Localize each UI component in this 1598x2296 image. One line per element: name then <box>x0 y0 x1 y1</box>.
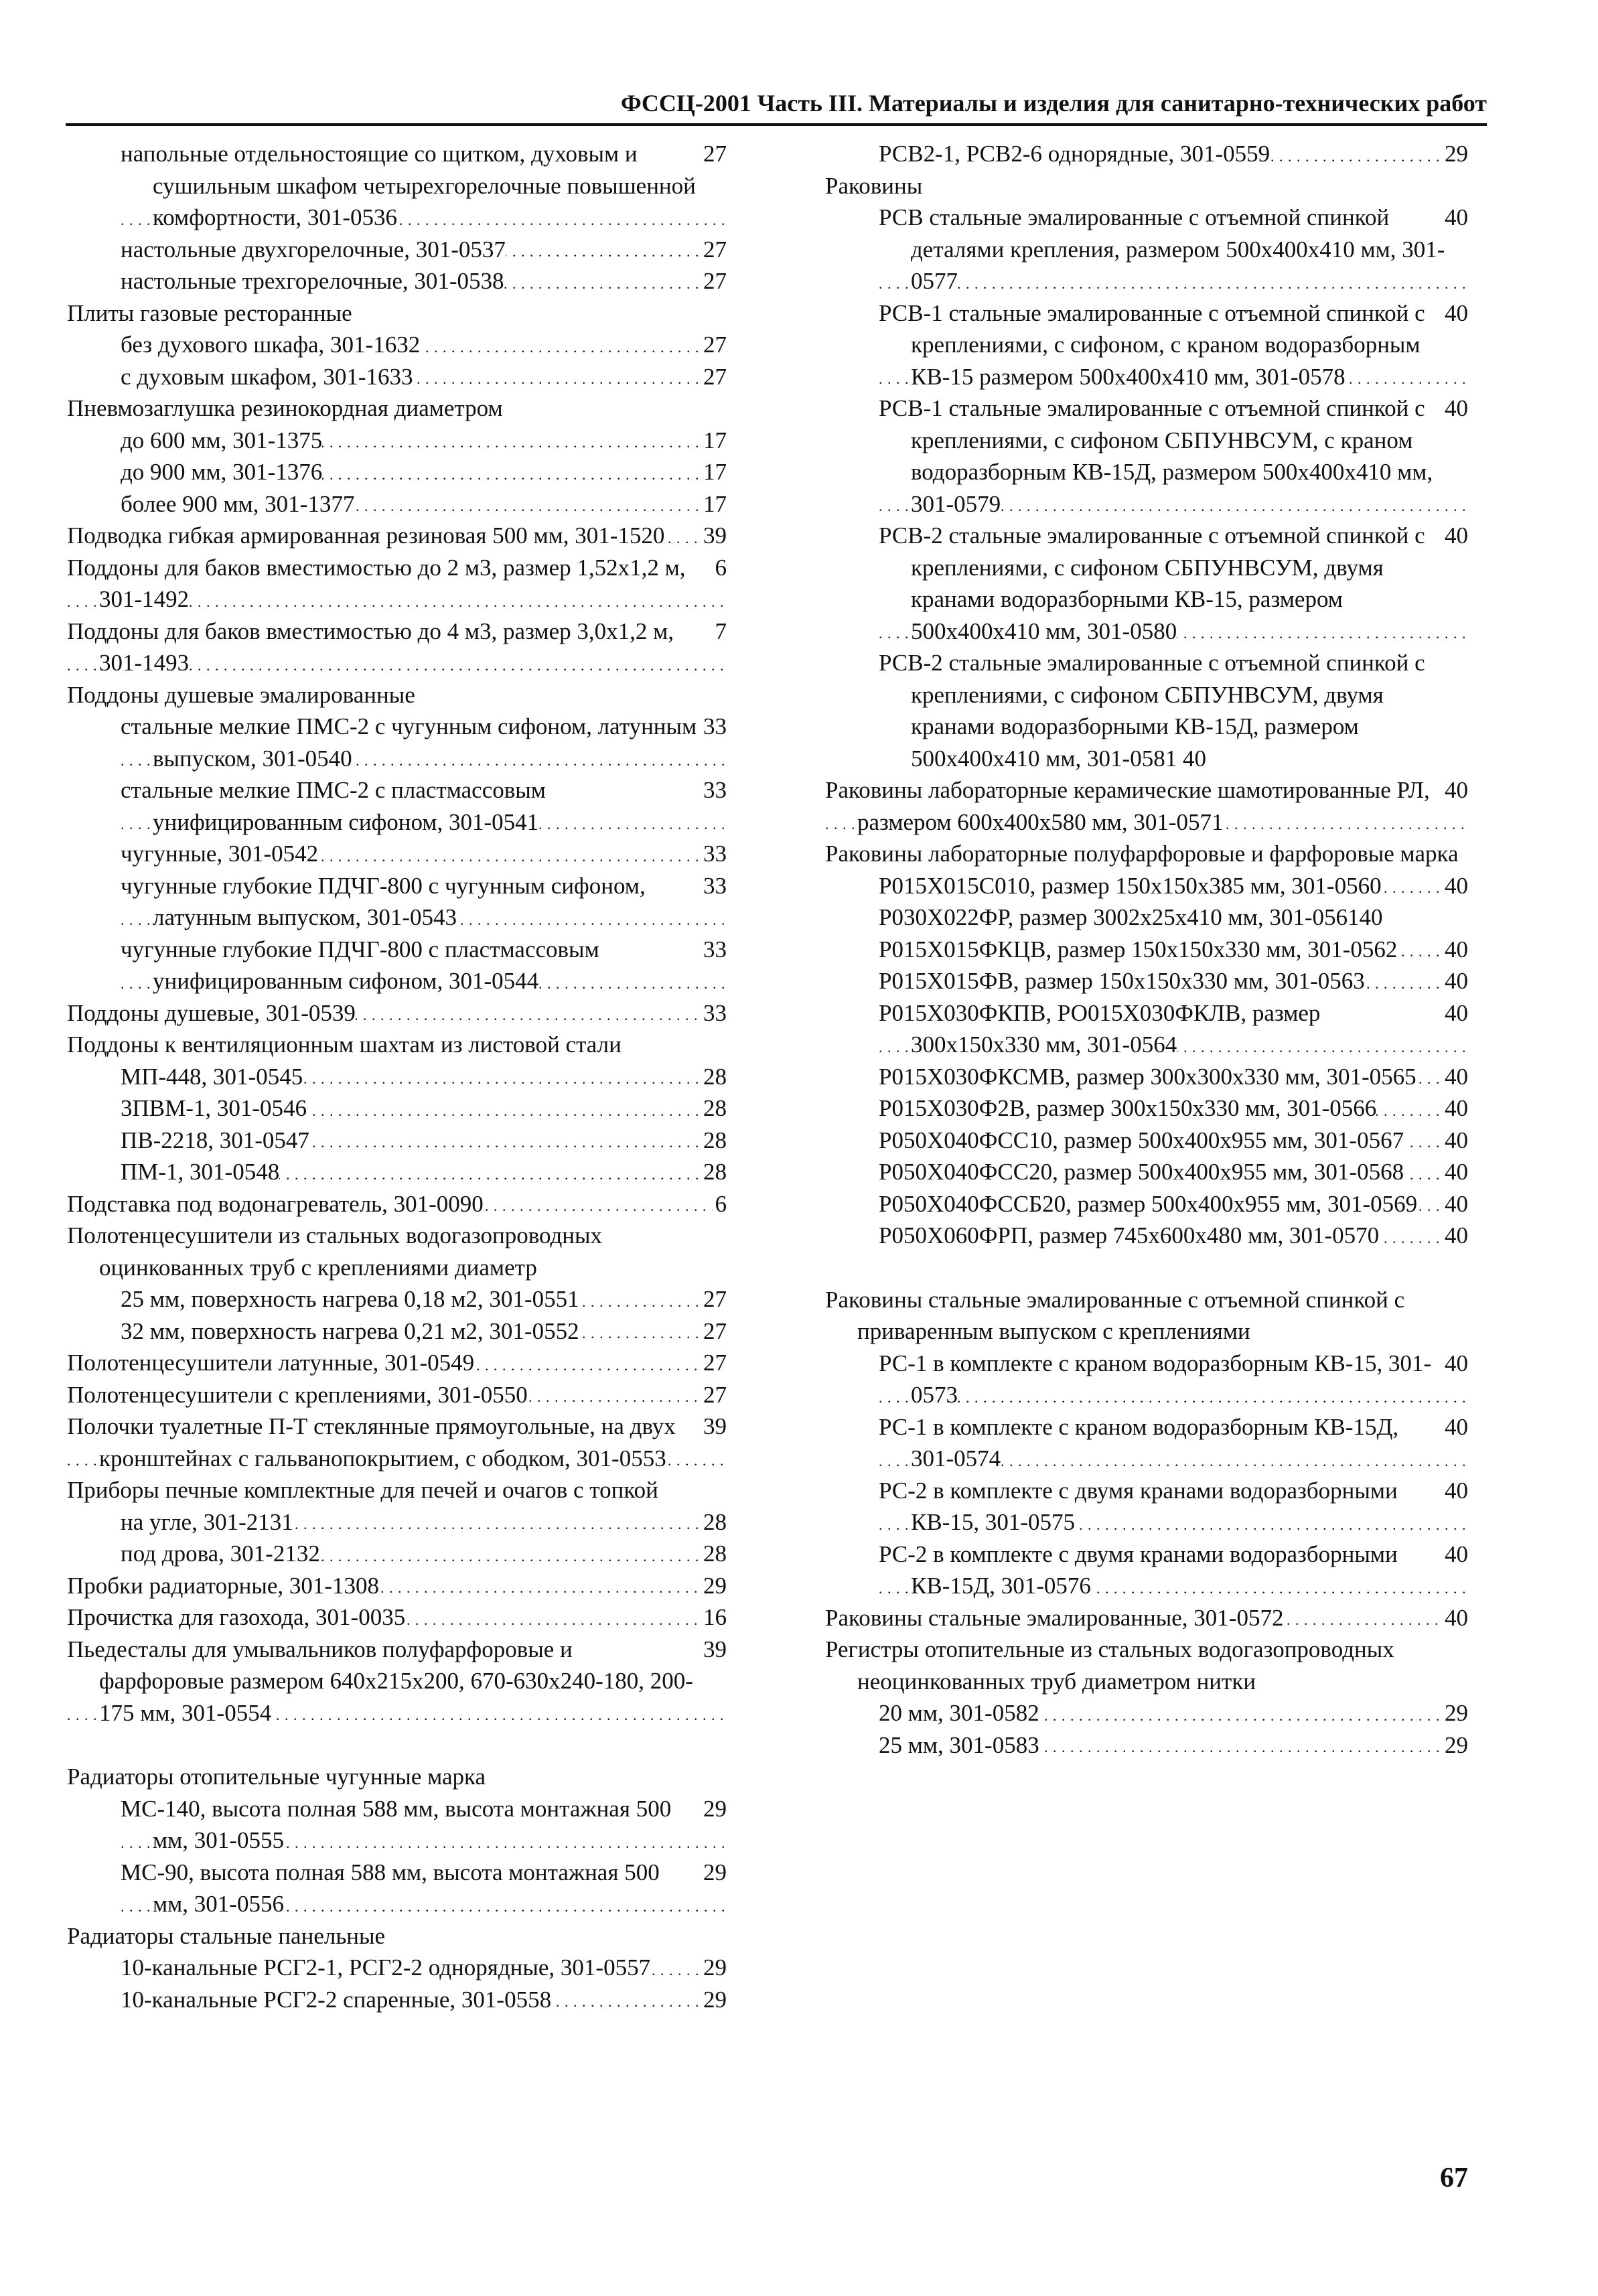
index-entry-page: 40 <box>1442 965 1468 997</box>
index-entry-page: 28 <box>701 1538 727 1570</box>
index-entry-text: Поддоны к вентиляционным шахтам из листовой стали <box>67 1031 622 1058</box>
index-entry-text: ПМ-1, 301-0548 <box>121 1159 280 1185</box>
index-entry-page: 17 <box>701 488 727 520</box>
index-entry-page: 7 <box>713 616 727 648</box>
index-entry <box>67 1761 727 1793</box>
index-entry <box>121 711 727 774</box>
index-entry <box>67 1474 727 1506</box>
index-entry-text: Р050Х040ФССБ20, размер 500х400х955 мм, 301-0569 <box>879 1190 1418 1217</box>
index-entry-page: 40 <box>1442 1156 1468 1188</box>
index-entry-text: 25 мм, поверхность нагрева 0,18 м2, 301-0551 <box>121 1286 579 1312</box>
index-entry-text: Р050Х040ФСС10, размер 500х400х955 мм, 301-0567 <box>879 1127 1404 1153</box>
index-entry <box>67 1411 727 1474</box>
index-entry-page: 40 <box>1442 1602 1468 1634</box>
index-entry <box>67 679 727 711</box>
index-entry <box>879 902 1468 934</box>
index-entry <box>121 1315 727 1348</box>
index-entry-page: 40 <box>1442 1411 1468 1443</box>
index-entry-page: 40 <box>1442 997 1468 1029</box>
index-entry-page: 27 <box>701 138 727 170</box>
index-entry-text: настольные трехгорелочные, 301-0538 <box>121 268 504 294</box>
index-entry <box>879 1411 1468 1475</box>
index-entry-text: ПВ-2218, 301-0547 <box>121 1127 309 1153</box>
index-entry <box>879 1697 1468 1729</box>
index-entry <box>879 1220 1468 1252</box>
index-entry-page: 40 <box>1442 870 1468 902</box>
index-entry-text: чугунные, 301-0542 <box>121 841 319 867</box>
index-entry <box>121 1984 727 2016</box>
index-entry <box>121 1061 727 1093</box>
index-entry-page: 29 <box>1442 1729 1468 1762</box>
index-entry-page: 40 <box>1442 1475 1468 1507</box>
index-entry-text: Поддоны для баков вместимостью до 4 м3, размер 3,0х1,2 м, 301-1493 <box>67 618 674 676</box>
index-entry-text: Прочистка для газохода, 301-0035 <box>67 1604 406 1630</box>
index-entry-page: 39 <box>701 520 727 552</box>
index-entry <box>67 616 727 679</box>
index-entry-text: Р030Х022ФР, размер 3002х25х410 мм, 301-056140 <box>879 904 1383 930</box>
index-entry-page: 27 <box>701 265 727 297</box>
index-entry <box>121 456 727 488</box>
index-entry-text: Раковины лабораторные керамические шамотированные РЛ, размером 600х400х580 мм, 301-0571 <box>825 777 1430 835</box>
index-entry <box>825 170 1468 202</box>
index-entry-text: Р015Х015ФВ, размер 150х150х330 мм, 301-0563 <box>879 968 1365 994</box>
index-entry-text: Регистры отопительные из стальных водогазопроводных неоцинкованных труб диаметром нитки <box>825 1636 1394 1695</box>
index-entry-page: 27 <box>701 1315 727 1348</box>
index-entry-page: 27 <box>701 1379 727 1411</box>
index-entry <box>121 361 727 393</box>
index-entry <box>879 1061 1468 1093</box>
index-entry <box>67 297 727 330</box>
index-entry-page: 27 <box>701 361 727 393</box>
index-entry-text: РС-1 в комплекте с краном водоразборным КВ-15Д, 301-0574 <box>879 1413 1399 1472</box>
index-entry <box>121 1506 727 1538</box>
index-entry <box>825 838 1468 870</box>
index-entry <box>825 1284 1468 1348</box>
index-entry-page: 33 <box>701 774 727 806</box>
index-column-left <box>67 138 727 2015</box>
index-entry-page: 27 <box>701 234 727 266</box>
index-entry-text: Раковины стальные эмалированные, 301-0572 <box>825 1604 1284 1631</box>
index-entry-text: Пьедесталы для умывальников полуфарфоровые и фарфоровые размером 640х215х200, 670-630х240-180, 200-175 мм, 301-0554 <box>67 1636 693 1726</box>
index-entry-text: Поддоны душевые эмалированные <box>67 681 415 708</box>
index-entry-page: 29 <box>1442 138 1468 170</box>
index-entry <box>879 1475 1468 1538</box>
index-entry-text: Р050Х060ФРП, размер 745х600х480 мм, 301-0570 <box>879 1222 1380 1248</box>
index-entry <box>121 1092 727 1125</box>
index-entry-text: РС-2 в комплекте с двумя кранами водоразборными КВ-15Д, 301-0576 <box>879 1540 1398 1599</box>
index-entry-page: 28 <box>701 1506 727 1538</box>
index-entry-page: 29 <box>1442 1697 1468 1729</box>
index-entry <box>67 392 727 425</box>
index-entry <box>67 1920 727 1952</box>
index-entry-page: 27 <box>701 329 727 361</box>
index-entry <box>67 520 727 552</box>
index-entry-text: без духового шкафа, 301-1632 <box>121 332 421 358</box>
index-entry-text: РСВ-1 стальные эмалированные с отъемной спинкой с креплениями, с сифоном СБПУНВСУМ, с краном водоразборным КВ-15Д, размером 500х400х410 мм, 301-0579 <box>879 395 1433 517</box>
index-entry <box>121 1538 727 1570</box>
index-entry <box>67 1347 727 1379</box>
index-entry <box>67 1634 727 1729</box>
index-entry-text: РСВ-2 стальные эмалированные с отъемной спинкой с креплениями, с сифоном СБПУНВСУМ, двумя кранами водоразборными КВ-15Д, размером 500х400х410 мм, 301-0581 40 <box>879 650 1425 772</box>
index-entry-text: стальные мелкие ПМС-2 с чугунным сифоном, латунным выпуском, 301-0540 <box>121 713 697 772</box>
index-entry <box>67 997 727 1029</box>
index-entry <box>879 202 1468 297</box>
index-entry-text: РС-2 в комплекте с двумя кранами водоразборными КВ-15, 301-0575 <box>879 1477 1398 1535</box>
index-entry <box>121 838 727 870</box>
index-entry-page: 33 <box>701 870 727 902</box>
index-entry-text: чугунные глубокие ПДЧГ-800 с пластмассовым унифицированным сифоном, 301-0544 <box>121 936 599 994</box>
index-entry-page: 29 <box>701 1857 727 1889</box>
index-entry-text: 3ПВМ-1, 301-0546 <box>121 1095 307 1121</box>
index-entry-page: 29 <box>701 1984 727 2016</box>
index-entry <box>121 1952 727 1984</box>
index-entry-text: РСВ стальные эмалированные с отъемной спинкой деталями крепления, размером 500х400х410 мм, 301-0577 <box>879 204 1445 294</box>
index-entry-page: 33 <box>701 934 727 966</box>
index-entry <box>121 870 727 934</box>
index-entry-text: до 600 мм, 301-1375 <box>121 427 323 453</box>
index-entry-page: 40 <box>1442 1061 1468 1093</box>
index-entry <box>879 997 1468 1061</box>
index-entry <box>825 1634 1468 1697</box>
index-entry-page: 40 <box>1442 1348 1468 1380</box>
index-entry <box>879 1188 1468 1220</box>
index-entry-text: Раковины <box>825 172 923 199</box>
index-entry-text: Р015Х030ФКСМВ, размер 300х300х330 мм, 301-0565 <box>879 1063 1417 1090</box>
index-column-right <box>825 138 1468 1761</box>
index-entry-text: на угле, 301-2131 <box>121 1508 293 1535</box>
index-entry-page: 27 <box>701 1283 727 1315</box>
index-entry-page: 39 <box>701 1411 727 1443</box>
index-entry <box>121 1793 727 1857</box>
index-entry-text: Пневмозаглушка резинокордная диаметром <box>67 395 503 421</box>
index-entry <box>67 1188 727 1220</box>
index-entry <box>121 1156 727 1188</box>
index-entry <box>67 1220 727 1283</box>
index-entry-text: напольные отдельностоящие со щитком, духовым и сушильным шкафом четырехгорелочные повышенной комфортности, 301-0536 <box>121 141 696 230</box>
index-entry-text: до 900 мм, 301-1376 <box>121 459 323 485</box>
index-entry-text: 25 мм, 301-0583 <box>879 1731 1039 1758</box>
index-entry <box>121 1857 727 1920</box>
index-entry-page: 6 <box>713 1188 727 1220</box>
index-entry-text: Р015Х030Ф2В, размер 300х150х330 мм, 301-0566 <box>879 1095 1377 1121</box>
index-entry <box>825 1602 1468 1634</box>
index-entry-text: МС-140, высота полная 588 мм, высота монтажная 500 мм, 301-0555 <box>121 1795 672 1853</box>
index-entry <box>879 1538 1468 1602</box>
index-entry <box>879 1156 1468 1188</box>
index-entry-text: Приборы печные комплектные для печей и очагов с топкой <box>67 1477 658 1503</box>
index-entry-text: Р015Х015ФКЦВ, размер 150х150х330 мм, 301-0562 <box>879 936 1398 962</box>
index-entry-page: 28 <box>701 1061 727 1093</box>
index-entry-page: 40 <box>1442 392 1468 425</box>
index-entry <box>879 1729 1468 1762</box>
index-entry <box>879 965 1468 997</box>
index-entry <box>879 934 1468 966</box>
index-entry-text: 10-канальные РСГ2-2 спаренные, 301-0558 <box>121 1986 552 2013</box>
index-entry <box>879 1125 1468 1157</box>
index-entry-text: Подставка под водонагреватель, 301-0090 <box>67 1190 484 1217</box>
index-entry-page: 40 <box>1442 1125 1468 1157</box>
index-entry-text: более 900 мм, 301-1377 <box>121 490 355 517</box>
index-entry-text: Радиаторы отопительные чугунные марка <box>67 1764 486 1790</box>
index-entry-text: РСВ-2 стальные эмалированные с отъемной спинкой с креплениями, с сифоном СБПУНВСУМ, двумя кранами водоразборными КВ-15, размером 500х400х410 мм, 301-0580 <box>879 522 1425 644</box>
index-entry-text: Подводка гибкая армированная резиновая 500 мм, 301-1520 <box>67 522 665 549</box>
index-entry-text: Р050Х040ФСС20, размер 500х400х955 мм, 301-0568 <box>879 1159 1404 1185</box>
index-entry <box>67 1379 727 1411</box>
index-entry-text: Раковины стальные эмалированные с отъемной спинкой с приваренным выпуском с креплениями <box>825 1286 1405 1344</box>
index-entry <box>121 774 727 838</box>
index-entry <box>879 1348 1468 1411</box>
header-title: ФССЦ-2001 Часть III. Материалы и изделия для санитарно-технических работ <box>620 90 1487 117</box>
index-entry-page: 29 <box>701 1570 727 1602</box>
index-entry-page: 33 <box>701 711 727 743</box>
index-entry <box>121 138 727 234</box>
index-entry-text: с духовым шкафом, 301-1633 <box>121 363 413 390</box>
index-entry <box>121 329 727 361</box>
index-entry-text: РСВ2-1, РСВ2-6 однорядные, 301-0559 <box>879 141 1270 167</box>
index-entry-page: 40 <box>1442 934 1468 966</box>
index-entry <box>121 934 727 997</box>
index-entry <box>121 425 727 457</box>
index-entry-text: под дрова, 301-2132 <box>121 1540 320 1567</box>
index-entry <box>121 1125 727 1157</box>
index-entry <box>879 297 1468 393</box>
index-entry-page: 40 <box>1442 1188 1468 1220</box>
index-entry-page: 17 <box>701 425 727 457</box>
index-entry-text: Полочки туалетные П-Т стеклянные прямоугольные, на двух кронштейнах с гальванопокрытием, с ободком, 301-0553 <box>67 1413 676 1472</box>
index-entry-text: Полотенцесушители латунные, 301-0549 <box>67 1350 475 1376</box>
index-entry-page: 6 <box>713 552 727 584</box>
index-entry-text: настольные двухгорелочные, 301-0537 <box>121 236 506 263</box>
index-entry-page: 28 <box>701 1125 727 1157</box>
page-number: 67 <box>1440 2163 1468 2194</box>
index-entry-text: чугунные глубокие ПДЧГ-800 с чугунным сифоном, латунным выпуском, 301-0543 <box>121 872 646 930</box>
index-entry-text: Радиаторы стальные панельные <box>67 1922 386 1949</box>
index-entry-page: 40 <box>1442 202 1468 234</box>
index-entry-page: 40 <box>1442 520 1468 552</box>
index-entry-page: 40 <box>1442 297 1468 330</box>
index-entry-text: МС-90, высота полная 588 мм, высота монтажная 500 мм, 301-0556 <box>121 1859 660 1917</box>
index-entry-page: 40 <box>1442 1220 1468 1252</box>
index-entry-text: Поддоны душевые, 301-0539 <box>67 999 356 1026</box>
index-entry-page: 40 <box>1442 1092 1468 1125</box>
index-entry <box>121 1283 727 1315</box>
index-entry-text: Пробки радиаторные, 301-1308 <box>67 1572 380 1599</box>
index-entry <box>879 392 1468 520</box>
index-entry <box>879 138 1468 170</box>
index-entry-page: 16 <box>701 1601 727 1634</box>
index-entry <box>67 552 727 616</box>
index-entry-text: РСВ-1 стальные эмалированные с отъемной спинкой с креплениями, с сифоном, с краном водоразборным КВ-15 размером 500х400х410 мм, 301-0578 <box>879 299 1425 390</box>
index-entry-text: Плиты газовые ресторанные <box>67 299 352 326</box>
index-entry <box>825 774 1468 838</box>
index-entry <box>67 1029 727 1061</box>
index-entry-page: 33 <box>701 838 727 870</box>
index-entry <box>879 1092 1468 1125</box>
index-entry-text: РС-1 в комплекте с краном водоразборным КВ-15, 301-0573 <box>879 1350 1432 1408</box>
index-entry <box>879 647 1468 774</box>
index-entry-page: 39 <box>701 1634 727 1666</box>
index-entry-page: 29 <box>701 1952 727 1984</box>
index-entry-page: 28 <box>701 1092 727 1125</box>
index-entry-text: 10-канальные РСГ2-1, РСГ2-2 однорядные, 301-0557 <box>121 1954 651 1981</box>
index-entry-page: 17 <box>701 456 727 488</box>
index-entry <box>67 1570 727 1602</box>
index-entry <box>879 520 1468 647</box>
index-entry-text: Р015Х015С010, размер 150х150х385 мм, 301-0560 <box>879 872 1382 899</box>
index-entry-page: 27 <box>701 1347 727 1379</box>
index-entry-text: Р015Х030ФКПВ, РО015Х030ФКЛВ, размер 300х150х330 мм, 301-0564 <box>879 999 1321 1058</box>
index-entry-text: стальные мелкие ПМС-2 с пластмассовым унифицированным сифоном, 301-0541 <box>121 777 546 835</box>
index-entry-page: 40 <box>1442 1538 1468 1571</box>
index-entry-text: Полотенцесушители с креплениями, 301-0550 <box>67 1381 528 1408</box>
index-entry-page: 33 <box>701 997 727 1029</box>
index-entry-text: 32 мм, поверхность нагрева 0,21 м2, 301-0552 <box>121 1317 579 1344</box>
running-header <box>66 86 1487 126</box>
index-entry-text: МП-448, 301-0545 <box>121 1063 303 1090</box>
index-entry-text: Полотенцесушители из стальных водогазопроводных оцинкованных труб с креплениями диаметр <box>67 1222 603 1281</box>
index-entry-page: 28 <box>701 1156 727 1188</box>
index-entry <box>121 265 727 297</box>
index-entry-page: 40 <box>1442 774 1468 806</box>
index-entry <box>121 488 727 520</box>
index-entry <box>67 1601 727 1634</box>
index-entry-text: 20 мм, 301-0582 <box>879 1700 1039 1726</box>
index-entry-page: 29 <box>701 1793 727 1825</box>
index-entry-text: Раковины лабораторные полуфарфоровые и фарфоровые марка <box>825 841 1459 867</box>
index-entry <box>121 234 727 266</box>
index-entry <box>879 870 1468 902</box>
index-entry-text: Поддоны для баков вместимостью до 2 м3, размер 1,52х1,2 м, 301-1492 <box>67 554 686 612</box>
